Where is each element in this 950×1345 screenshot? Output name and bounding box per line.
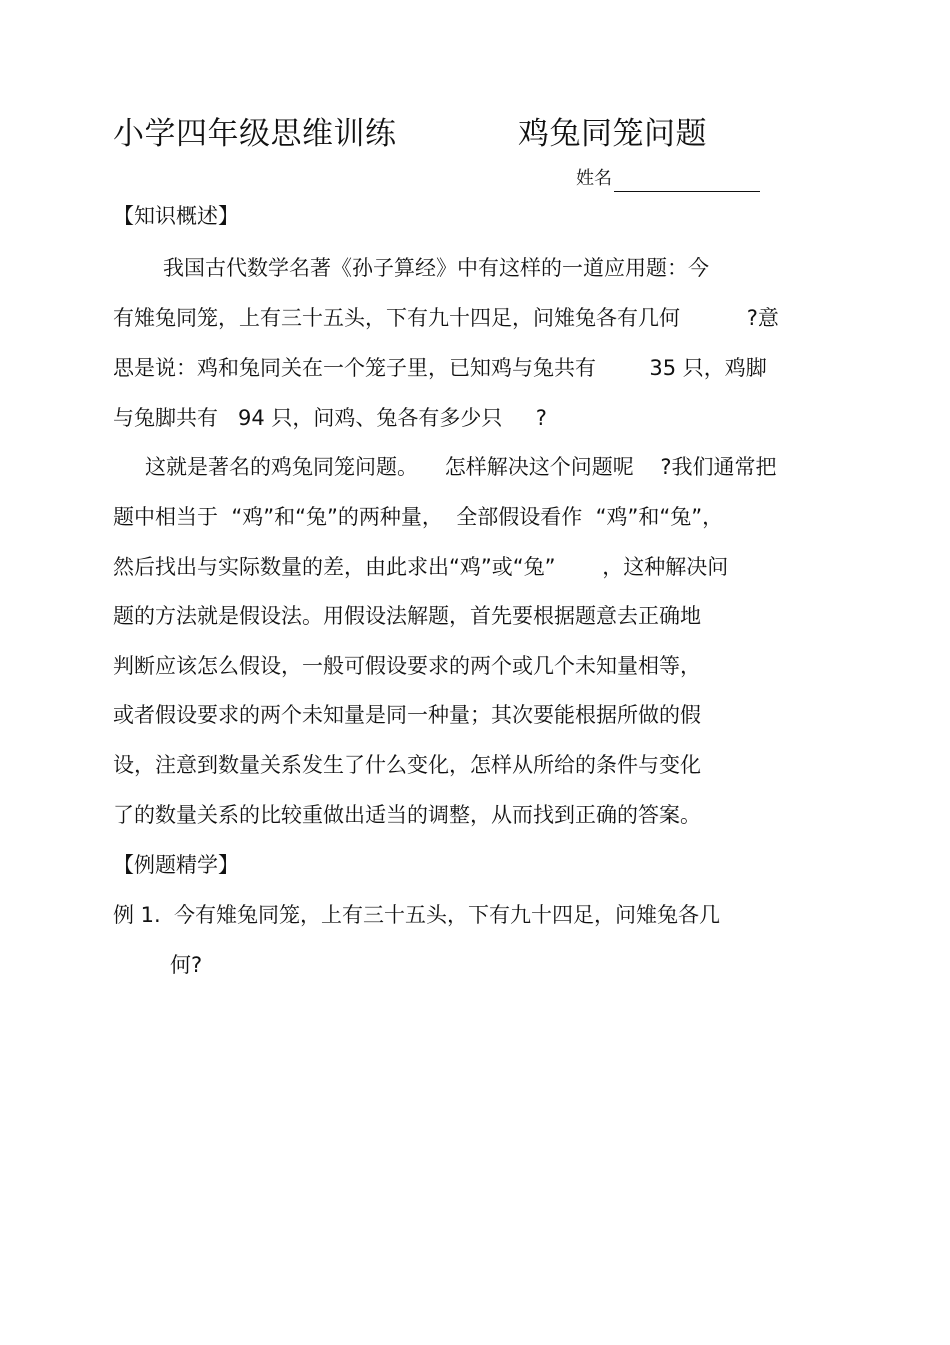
page-subtitle: 鸡兔同笼问题 — [518, 116, 707, 152]
paragraph-line: 或者假设要求的两个未知量是同一种量；其次要能根据所做的假 — [113, 703, 701, 727]
paragraph-line: 我国古代数学名著《孙子算经》中有这样的一道应用题：今 — [163, 256, 709, 280]
section-heading-examples: 【例题精学】 — [113, 853, 239, 877]
paragraph-line: 这就是著名的鸡兔同笼问题。 怎样解决这个问题呢 ?我们通常把 — [145, 455, 777, 479]
page-title: 小学四年级思维训练 — [113, 116, 397, 152]
paragraph-line: 题中相当于 “鸡”和“兔”的两种量， 全部假设看作 “鸡”和“兔”， — [113, 505, 724, 529]
name-label: 姓名 — [576, 168, 612, 189]
paragraph-line: 题的方法就是假设法。用假设法解题，首先要根据题意去正确地 — [113, 604, 701, 628]
paragraph-line: 然后找出与实际数量的差，由此求出“鸡”或“兔” ，这种解决问 — [113, 555, 729, 579]
paragraph-line: 判断应该怎么假设，一般可假设要求的两个或几个未知量相等， — [113, 654, 701, 678]
section-heading-overview: 【知识概述】 — [113, 204, 239, 228]
name-blank-line — [614, 171, 760, 192]
example-1-continuation: 何? — [170, 953, 203, 977]
name-field — [576, 166, 760, 192]
paragraph-line: 思是说：鸡和兔同关在一个笼子里，已知鸡与兔共有 35 只，鸡脚 — [113, 356, 767, 380]
paragraph-line: 了的数量关系的比较重做出适当的调整，从而找到正确的答案。 — [113, 803, 701, 827]
example-1-text: 例 1. 今有雉兔同笼，上有三十五头，下有九十四足，问雉兔各几 — [113, 903, 721, 927]
paragraph-line: 设，注意到数量关系发生了什么变化，怎样从所给的条件与变化 — [113, 753, 701, 777]
paragraph-line: 有雉兔同笼，上有三十五头，下有九十四足，问雉兔各有几何 ?意 — [113, 306, 779, 330]
paragraph-line: 与兔脚共有 94 只，问鸡、兔各有多少只 ? — [113, 406, 547, 430]
